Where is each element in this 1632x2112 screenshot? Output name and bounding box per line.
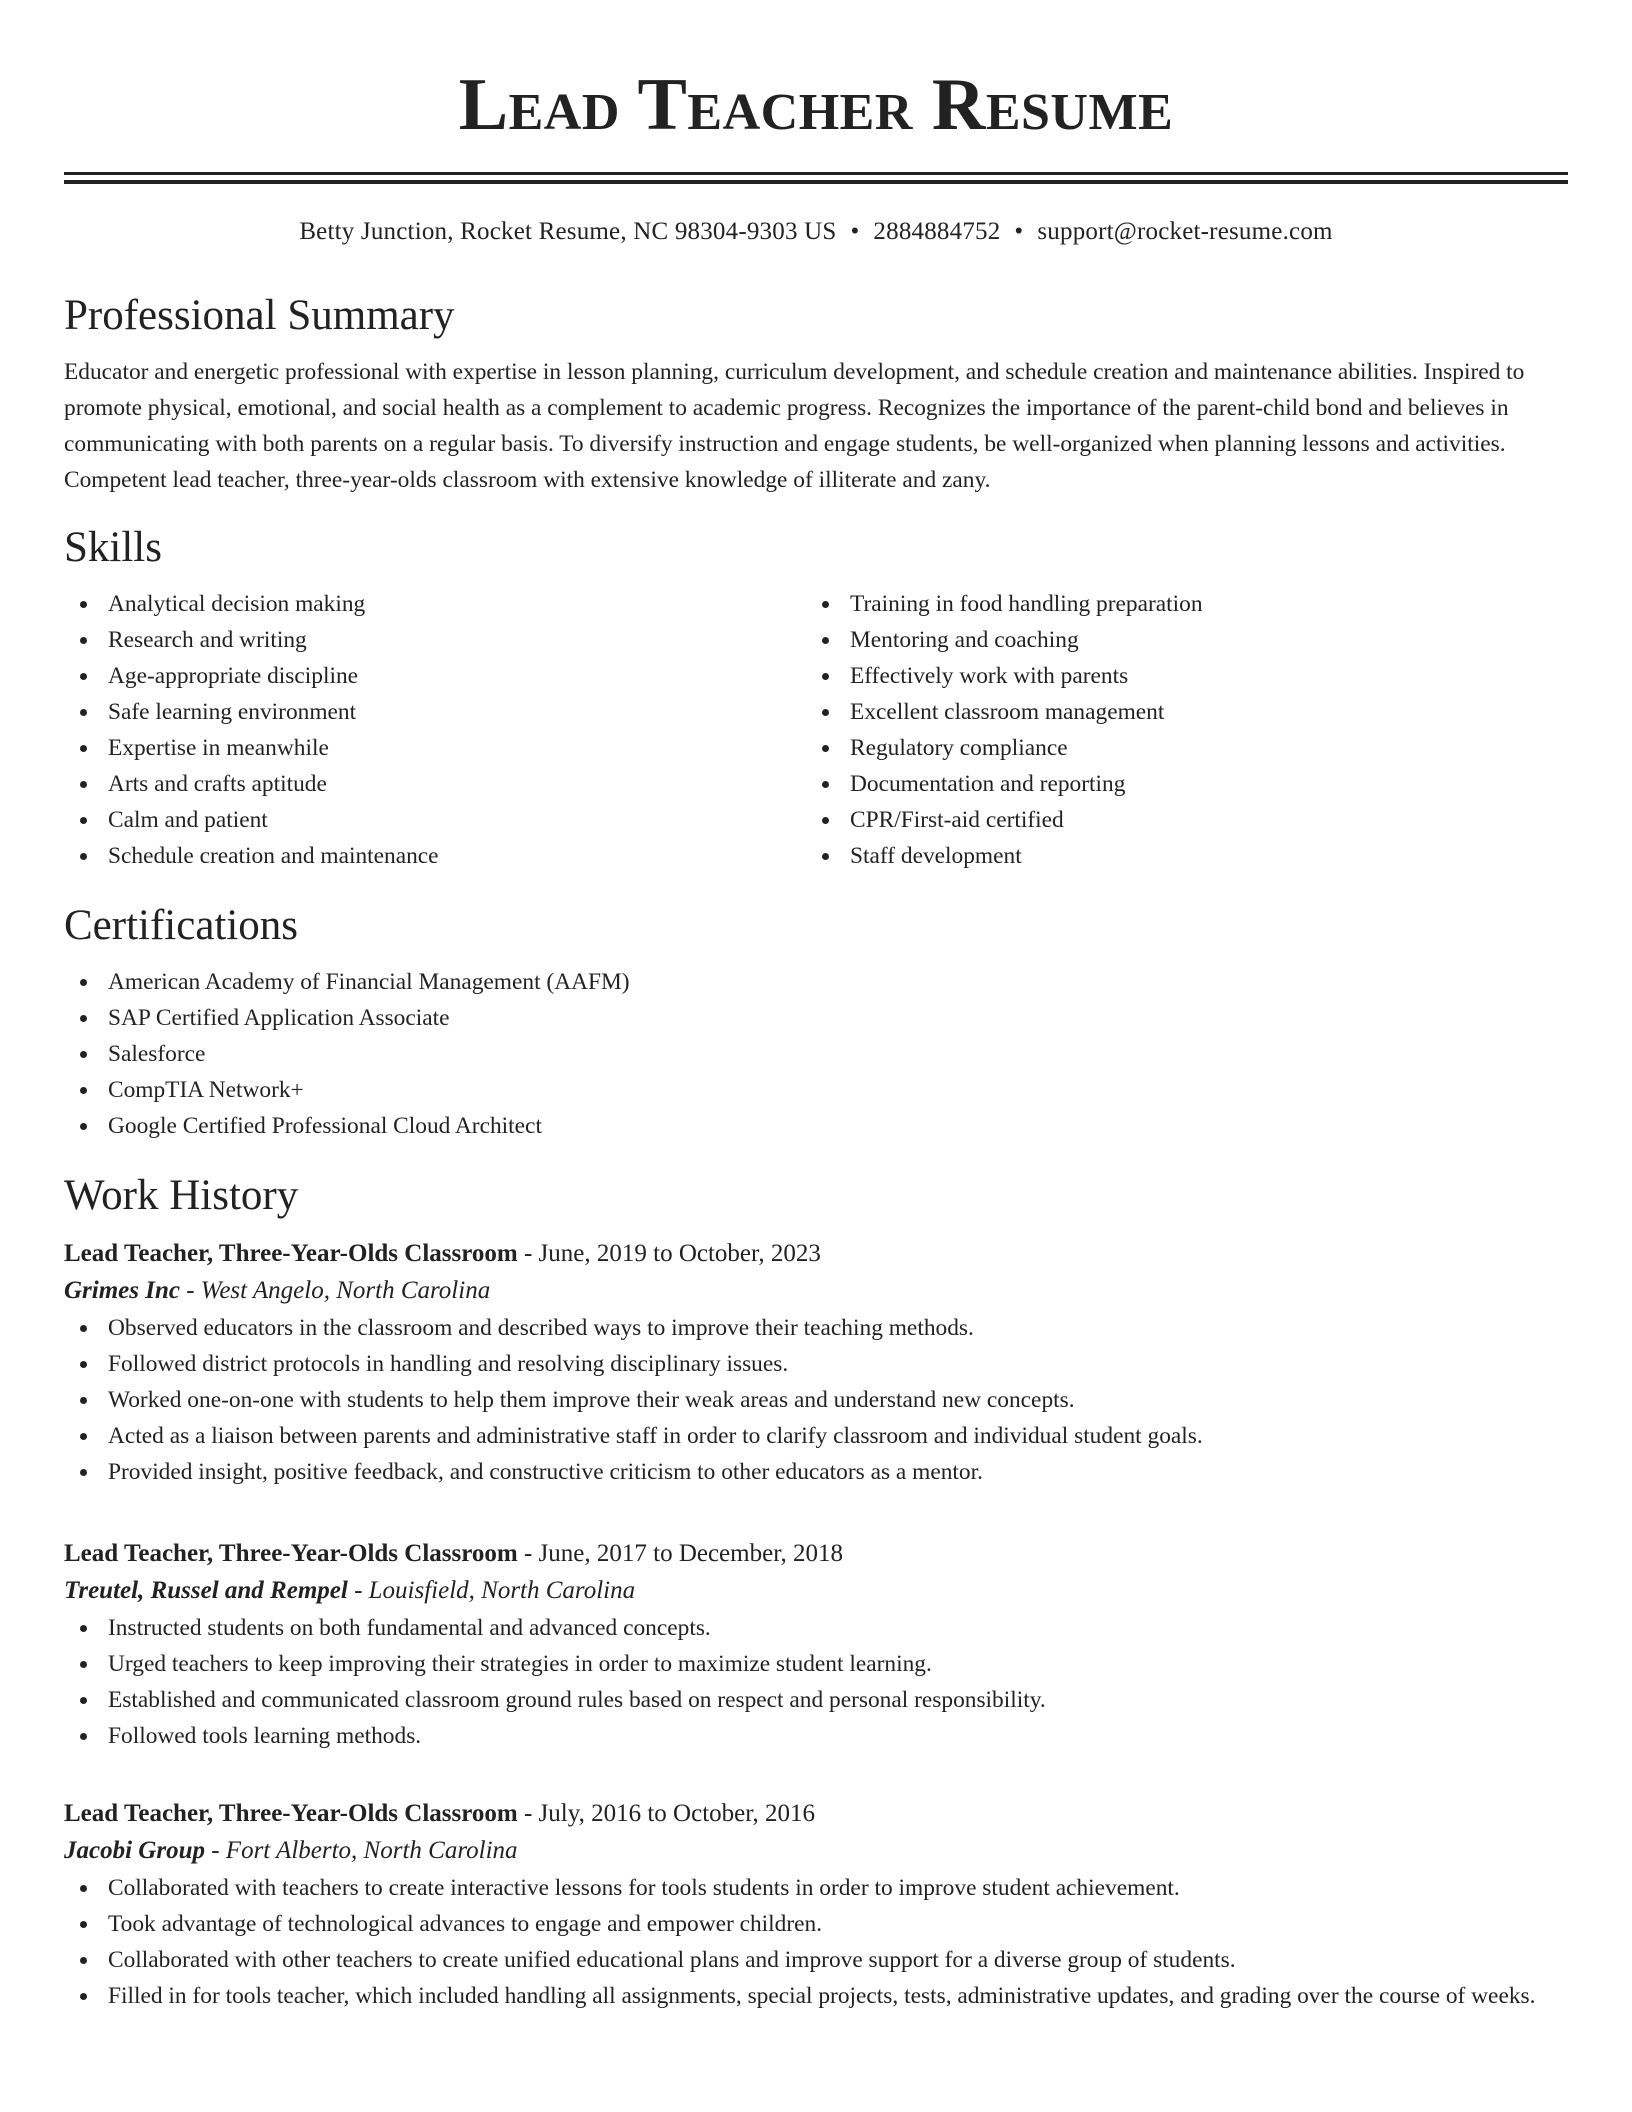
- bullet-icon: [80, 781, 87, 788]
- skill-text: Effectively work with parents: [850, 663, 1129, 689]
- bullet-icon: [80, 1697, 87, 1704]
- job-bullets: [64, 1610, 1568, 1754]
- bullet-icon: [80, 1993, 87, 2000]
- skill-text: Arts and crafts aptitude: [108, 771, 327, 797]
- job-bullet-text: Established and communicated classroom ground rules based on respect and personal responsibility.: [108, 1687, 1046, 1713]
- bullet-icon: [80, 1325, 87, 1332]
- section-heading-work-history: Work History: [64, 1172, 299, 1219]
- bullet-icon: [80, 1433, 87, 1440]
- job-company-line: [64, 1272, 1568, 1310]
- skill-text: Safe learning environment: [108, 699, 357, 725]
- job-company-line: [64, 1832, 1568, 1870]
- job-entry: [64, 1796, 1568, 2014]
- job-bullet-text: Provided insight, positive feedback, and constructive criticism to other educators as a mentor.: [108, 1459, 983, 1485]
- certification-item: [108, 1000, 1568, 1036]
- bullet-icon: [80, 853, 87, 860]
- bullet-icon: [80, 1123, 87, 1130]
- bullet-icon: [80, 1733, 87, 1740]
- skill-item: [850, 658, 1548, 694]
- skill-text: Research and writing: [108, 627, 307, 653]
- summary-text: Educator and energetic professional with expertise in lesson planning, curriculum development, and schedule creation and maintenance abilities. Inspired to promote physical, emotional, and social health as a complement to academic progress. Recognizes the importance of the parent-child bond and believes in communicating with both parents on a regular basis. To diversify instruction and engage students, be well-organized when planning lessons and activities. Competent lead teacher, three-year-olds classroom with extensive knowledge of illiterate and zany.: [64, 359, 1525, 493]
- bullet-icon: [80, 817, 87, 824]
- skill-item: [850, 802, 1548, 838]
- skill-text: Staff development: [850, 843, 1022, 869]
- contact-phone: 2884884752: [873, 218, 1001, 245]
- job-bullets: [64, 1310, 1568, 1490]
- bullet-icon: [80, 1361, 87, 1368]
- skill-item: [850, 694, 1548, 730]
- job-bullet: [108, 1718, 1568, 1754]
- skill-text: Analytical decision making: [108, 591, 366, 617]
- skill-text: Regulatory compliance: [850, 735, 1068, 761]
- certification-text: Google Certified Professional Cloud Architect: [108, 1113, 542, 1139]
- skill-item: [108, 586, 806, 622]
- resume-title: Lead Teacher Resume: [458, 64, 1174, 146]
- bullet-icon: [80, 1051, 87, 1058]
- skill-text: Expertise in meanwhile: [108, 735, 329, 761]
- contact-line: [64, 216, 1568, 248]
- bullet-icon: [80, 1625, 87, 1632]
- job-entry: [64, 1536, 1568, 1754]
- skill-item: [850, 766, 1548, 802]
- bullet-icon: [80, 979, 87, 986]
- bullet-icon: [822, 601, 829, 608]
- contact-address: Betty Junction, Rocket Resume, NC 98304-9303 US: [299, 218, 837, 245]
- bullet-icon: [80, 709, 87, 716]
- skill-item: [108, 694, 806, 730]
- job-title-line: [64, 1236, 1568, 1272]
- job-bullet-text: Collaborated with other teachers to create unified educational plans and improve support for a diverse group of students.: [108, 1947, 1236, 1973]
- bullet-icon: [80, 1885, 87, 1892]
- job-title: Lead Teacher, Three-Year-Olds Classroom: [64, 1540, 518, 1567]
- job-bullet-text: Observed educators in the classroom and described ways to improve their teaching methods.: [108, 1315, 974, 1341]
- section-heading-summary: Professional Summary: [64, 292, 455, 339]
- job-bullet-text: Worked one-on-one with students to help them improve their weak areas and understand new concepts.: [108, 1387, 1075, 1413]
- job-bullet: [108, 1454, 1568, 1490]
- skills-columns: [64, 586, 1568, 874]
- bullet-icon: [80, 1661, 87, 1668]
- bullet-icon: [80, 1921, 87, 1928]
- job-bullet-text: Urged teachers to keep improving their strategies in order to maximize student learning.: [108, 1651, 932, 1677]
- job-dates: - June, 2017 to December, 2018: [517, 1540, 844, 1567]
- bullet-icon: [822, 853, 829, 860]
- job-company: Jacobi Group: [64, 1837, 205, 1864]
- skill-item: [850, 838, 1548, 874]
- job-location: - West Angelo, North Carolina: [179, 1277, 491, 1304]
- skill-item: [850, 622, 1548, 658]
- skill-item: [850, 586, 1548, 622]
- bullet-icon: [822, 817, 829, 824]
- certifications-list: [64, 964, 1568, 1144]
- certification-item: [108, 1036, 1568, 1072]
- title-divider-bottom: [64, 180, 1568, 184]
- skill-item: [108, 730, 806, 766]
- job-dates: - June, 2019 to October, 2023: [517, 1240, 821, 1267]
- job-bullet-text: Followed district protocols in handling and resolving disciplinary issues.: [108, 1351, 789, 1377]
- job-location: - Louisfield, North Carolina: [347, 1577, 636, 1604]
- certification-item: [108, 1072, 1568, 1108]
- job-entry: [64, 1236, 1568, 1490]
- bullet-icon: [822, 637, 829, 644]
- bullet-icon: [822, 673, 829, 680]
- certification-text: American Academy of Financial Management (AAFM): [108, 969, 630, 995]
- job-dates: - July, 2016 to October, 2016: [517, 1800, 816, 1827]
- bullet-icon: [80, 1397, 87, 1404]
- certification-text: CompTIA Network+: [108, 1077, 304, 1103]
- job-bullet-text: Instructed students on both fundamental and advanced concepts.: [108, 1615, 711, 1641]
- job-bullet: [108, 1682, 1568, 1718]
- job-bullet-text: Took advantage of technological advances to engage and empower children.: [108, 1911, 823, 1937]
- job-bullet: [108, 1978, 1568, 2014]
- skill-item: [850, 730, 1548, 766]
- bullet-icon: [822, 709, 829, 716]
- job-bullet-text: Followed tools learning methods.: [108, 1723, 422, 1749]
- skill-text: Documentation and reporting: [850, 771, 1126, 797]
- skill-text: CPR/First-aid certified: [850, 807, 1064, 833]
- bullet-icon: [80, 1469, 87, 1476]
- job-location: - Fort Alberto, North Carolina: [204, 1837, 518, 1864]
- skill-item: [108, 622, 806, 658]
- bullet-icon: [80, 601, 87, 608]
- skill-item: [108, 766, 806, 802]
- bullet-icon: [80, 1957, 87, 1964]
- skill-text: Excellent classroom management: [850, 699, 1165, 725]
- job-title: Lead Teacher, Three-Year-Olds Classroom: [64, 1240, 518, 1267]
- section-heading-certifications: Certifications: [64, 902, 299, 949]
- bullet-icon: [80, 1087, 87, 1094]
- certification-text: SAP Certified Application Associate: [108, 1005, 450, 1031]
- certification-item: [108, 964, 1568, 1000]
- skill-text: Calm and patient: [108, 807, 268, 833]
- job-company-line: [64, 1572, 1568, 1610]
- bullet-icon: [822, 781, 829, 788]
- resume-page: [64, 0, 1568, 2014]
- job-bullet: [108, 1610, 1568, 1646]
- job-bullet: [108, 1942, 1568, 1978]
- certification-item: [108, 1108, 1568, 1144]
- job-bullet: [108, 1418, 1568, 1454]
- certification-text: Salesforce: [108, 1041, 206, 1067]
- bullet-icon: [80, 1015, 87, 1022]
- job-title: Lead Teacher, Three-Year-Olds Classroom: [64, 1800, 518, 1827]
- skill-item: [108, 658, 806, 694]
- section-heading-skills: Skills: [64, 524, 162, 571]
- job-bullet-text: Filled in for tools teacher, which included handling all assignments, special projects, tests, administrative updates, and grading over the course of weeks.: [108, 1983, 1536, 2009]
- skill-text: Age-appropriate discipline: [108, 663, 359, 689]
- job-bullet-text: Acted as a liaison between parents and administrative staff in order to clarify classroom and individual student goals.: [108, 1423, 1203, 1449]
- job-bullet: [108, 1906, 1568, 1942]
- job-bullet: [108, 1870, 1568, 1906]
- skill-item: [108, 802, 806, 838]
- job-bullet: [108, 1646, 1568, 1682]
- job-bullet: [108, 1310, 1568, 1346]
- job-bullet-text: Collaborated with teachers to create interactive lessons for tools students in order to improve student achievement.: [108, 1875, 1180, 1901]
- job-title-line: [64, 1796, 1568, 1832]
- contact-separator: •: [850, 218, 860, 245]
- contact-separator: •: [1014, 218, 1024, 245]
- job-bullet: [108, 1382, 1568, 1418]
- job-bullets: [64, 1870, 1568, 2014]
- skills-list-left: [64, 586, 806, 874]
- skills-list-right: [806, 586, 1548, 874]
- bullet-icon: [80, 673, 87, 680]
- contact-email: support@rocket-resume.com: [1037, 218, 1333, 245]
- title-divider-top: [64, 172, 1568, 175]
- job-bullet: [108, 1346, 1568, 1382]
- skill-text: Training in food handling preparation: [850, 591, 1203, 617]
- job-title-line: [64, 1536, 1568, 1572]
- bullet-icon: [80, 745, 87, 752]
- bullet-icon: [822, 745, 829, 752]
- bullet-icon: [80, 637, 87, 644]
- skill-item: [108, 838, 806, 874]
- skill-text: Schedule creation and maintenance: [108, 843, 439, 869]
- job-company: Treutel, Russel and Rempel: [64, 1577, 348, 1604]
- skill-text: Mentoring and coaching: [850, 627, 1079, 653]
- job-company: Grimes Inc: [64, 1277, 180, 1304]
